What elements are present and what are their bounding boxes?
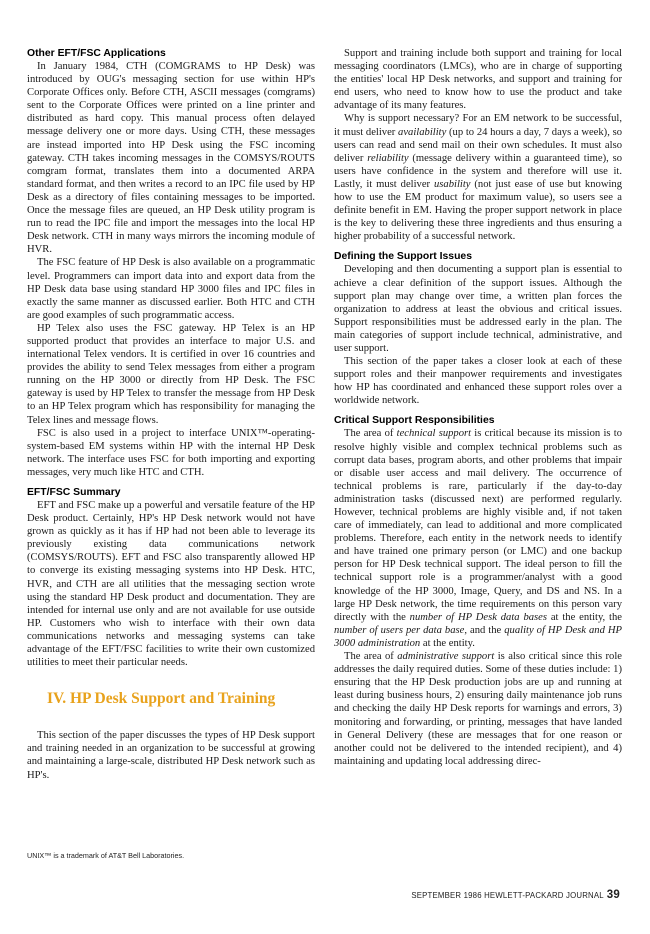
paragraph-fsc-programmatic: The FSC feature of HP Desk is also available on a programmatic level. Programmers can import data into and export data from the HP Desk data base using standard HP 3000 files and IPC files in exactly the same manner as discussed earlier. Both HTC and CTH are good examples of such programmatic access. <box>27 257 315 321</box>
paragraph-hp-telex: HP Telex also uses the FSC gateway. HP Telex is an HP supported product that provides an interface to major U.S. and international Telex vendors. It is certified in over 16 countries and provides the ability to send Telex messages from either a program running on the HP 3000 or directly from HP Desk. The FSC gateway is used by HP Telex to transfer the message from HP Desk to an HP Telex program which has responsibility for managing the Telex lines and message flows. <box>27 322 315 426</box>
heading-other-eft-fsc-applications: Other EFT/FSC Applications <box>27 48 166 59</box>
paragraph-support-plan: Developing and then documenting a support plan is essential to achieve a clear definition of the support issues. Although the support plan may change over time, a written plan forces the organization to address at least the obvious and critical issues. Support responsibilities must be addressed early in the plan. The main categories of support include technical, administrative, and user support. <box>334 264 622 354</box>
paragraph-eft-fsc-summary: EFT and FSC make up a powerful and versatile feature of the HP Desk product. Certainly, HP's HP Desk network would not have grown as quickly as it has if HP had not been able to leverage its previously existing data communications network (COMSYS/ROUTS). EFT and FSC also transparently allowed HP to converge its existing messaging systems into HP Desk. HTC, HVR, and CTH are all utilities that the messaging section wrote using the standard HP Desk product and documentation. They are intended for internal use only and are not available for use outside HP. Customers who wish to interface with their own data communications networks and messaging systems can take advantage of the EFT/FSC facilities to write their own customized utilities to meet their particular needs. <box>27 500 315 669</box>
heading-critical-support-responsibilities: Critical Support Responsibilities <box>334 415 495 427</box>
page-footer <box>411 889 620 901</box>
trademark-footnote: UNIX™ is a trademark of AT&T Bell Laboratories. <box>27 851 185 860</box>
heading-defining-support-issues: Defining the Support Issues <box>334 251 472 263</box>
right-column <box>334 47 622 768</box>
paragraph-cth-intro: In January 1984, CTH (COMGRAMS to HP Desk) was introduced by OUG's messaging section for use within HP's Corporate Offices only. Before CTH, ASCII messages (comgrams) sent to the Corporate Offices were printed on a line printer and distributed as hard copy. This manual process often delayed message delivery one or more days. Using CTH, these messages are instead imported into HP Desk using the FSC incoming gateway. CTH takes incoming messages in the COMSYS/ROUTS comgram format, translates them into a documented ARPA standard format, and then writes a record to an IPC file used by HP Desk as a directory of files containing messages to be imported. Once the message files are queued, an HP Desk utility program is run to read the IPC file and import the messages into the local HP Desk network. CTH in many ways mirrors the incoming module of HVR. <box>27 61 315 256</box>
paragraph-support-training-scope: Support and training include both support and training for local messaging coordinators (LMCs), who are in charge of supporting the entities' local HP Desk networks, and support and training for end users, who need to know how to use the product and take advantage of its many features. <box>334 48 622 112</box>
paragraph-administrative-support: The area of administrative support is also critical since this role addresses the daily required duties. Some of these duties include: 1) ensuring that the HP Desk production jobs are up and running at least during business hours, 2) ensuring daily maintenance job runs and checking the daily HP Desk reports for warnings and errors, 3) monitoring and forwarding, or printing, messages that have landed in General Delivery (these are messages that for one reason or another could not be delivered to the intended recipient), and 4) maintaining and updating local addressing direc- <box>334 651 622 767</box>
page-number: 39 <box>606 889 620 901</box>
paragraph-technical-support: The area of technical support is critical because its mission is to resolve highly visible and complex technical problems such as corrupt data bases, program aborts, and other problems that impair or disable user access and mail delivery. The occurrence of technical problems is rare, particularly if the day-to-day administration tasks (discussed next) are performed regularly. However, technical problems are highly visible and, if not taken care of immediately, can lead to additional and more complicated problems. Therefore, each entity in the network needs to identify and have trained one primary person (or LMC) and one backup person for HP Desk technical support. The ideal person to fill the technical support role is a programmer/analyst with a good knowledge of the HP 3000, Image, Query, and DS and NS. In a large HP Desk network, the time requirements on this person vary directly with the number of HP Desk data bases at the entity, the number of users per data base, and the quality of HP Desk and HP 3000 administration at the entity. <box>334 428 623 649</box>
paragraph-support-roles: This section of the paper takes a closer look at each of these support roles and their manpower requirements and investigates how HP has coordinated and enhanced these support roles over a worldwide network. <box>334 356 622 407</box>
heading-eft-fsc-summary: EFT/FSC Summary <box>27 487 121 498</box>
left-column <box>27 47 315 782</box>
paragraph-why-support: Why is support necessary? For an EM network to be successful, it must deliver availability (up to 24 hours a day, 7 days a week), so users can read and send mail on their own schedules. It must also deliver reliability (message delivery within a guaranteed time), so users have confidence in the system and therefore will use it. Lastly, it must deliver usability (not just ease of use but knowing how to use the EM product for maximum value), so users see a definite benefit in EM. Having the proper support network in place is the key to delivering these three ingredients and thus ensuring a higher probability of a successful network. <box>334 113 623 243</box>
paragraph-unix-interface: FSC is also used in a project to interface UNIX™-operating-system-based EM systems within HP with the internal HP Desk network. The interface uses FSC for both importing and exporting messages, very much like HTC and CTH. <box>27 427 315 478</box>
paragraph-section-intro: This section of the paper discusses the types of HP Desk support and training needed in an organization to be successful at growing and maintaining a large-scale, distributed HP Desk network such as HP's. <box>27 730 315 781</box>
journal-issue-label: SEPTEMBER 1986 HEWLETT-PACKARD JOURNAL <box>411 891 604 900</box>
section-title-support-training: IV. HP Desk Support and Training <box>47 690 276 708</box>
